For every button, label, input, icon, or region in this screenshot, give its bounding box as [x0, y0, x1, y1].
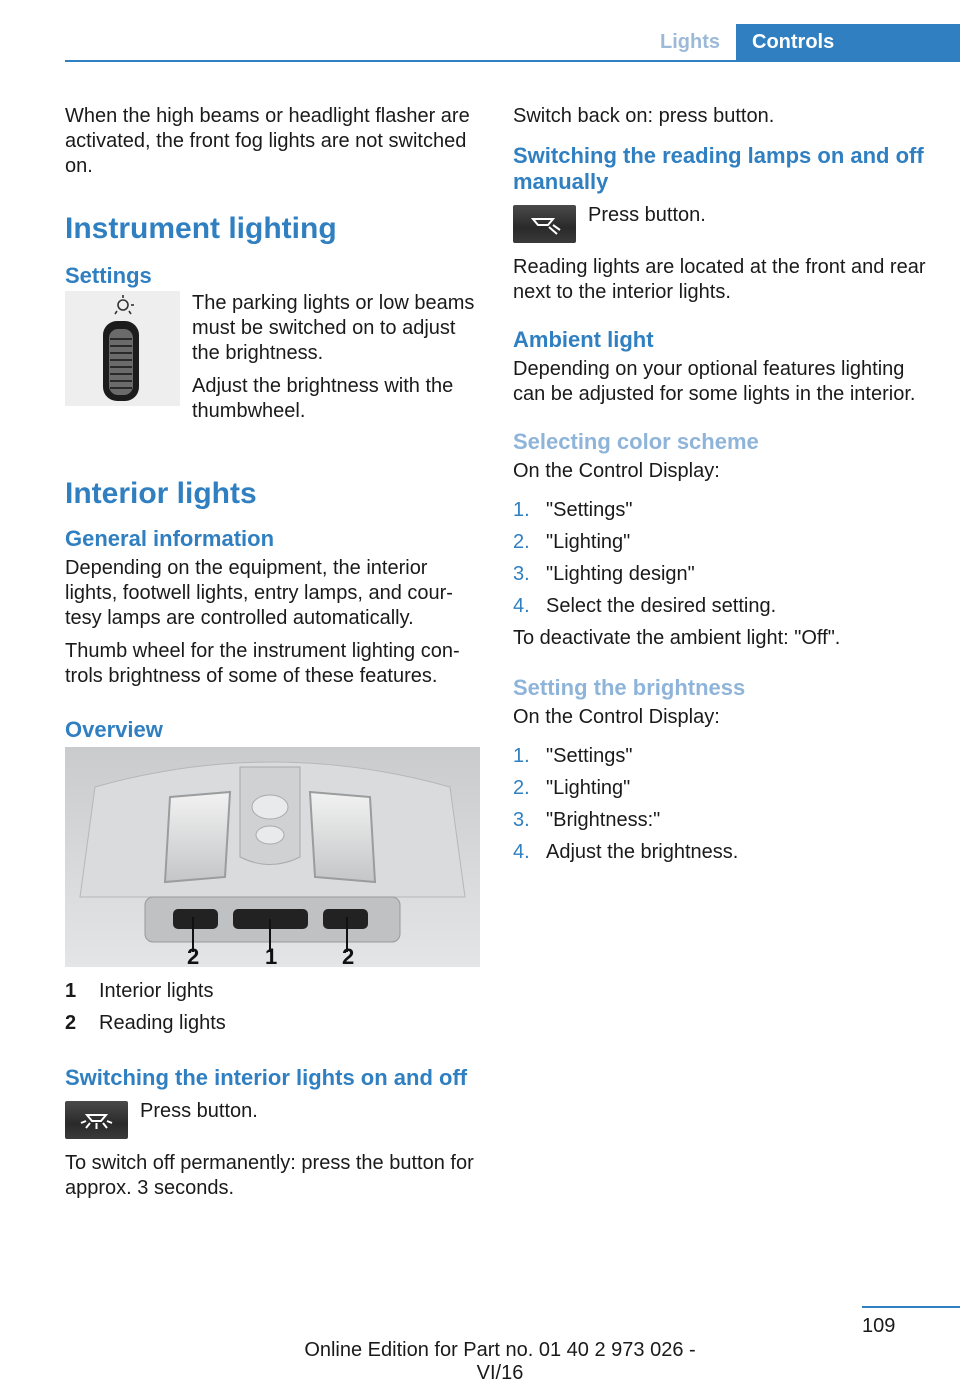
legend-item [65, 979, 480, 1004]
overhead-console-illustration [65, 747, 480, 967]
photo-label-reading-left: 2 [187, 944, 200, 967]
photo-label-interior: 1 [265, 944, 278, 967]
instrument-lighting-heading: Instrument lighting [65, 212, 337, 245]
legend-number: 1 [65, 980, 77, 1002]
left-column [65, 104, 480, 1209]
legend-item [65, 1011, 480, 1036]
header-rule [65, 60, 960, 62]
photo-label-reading-right: 2 [342, 944, 355, 967]
reading-press-button: Press button. [588, 204, 706, 226]
list-item: 2. "Lighting" [513, 531, 631, 553]
fog-lights-note: When the high beams or headlight flasher are activated, the front fog lights are not switched on. [65, 105, 470, 177]
settings-paragraph-2: Adjust the brightness with the thumbwheel. [192, 375, 454, 422]
interior-light-button-image [65, 1101, 128, 1139]
color-outro: To deactivate the ambient light: "Off". [513, 627, 841, 649]
list-item: 2. "Lighting" [513, 777, 631, 799]
list-item: 4. Adjust the brightness. [513, 841, 739, 863]
general-information-heading: General information [65, 526, 275, 551]
header-section-lights[interactable]: Lights [660, 31, 720, 53]
list-item: 4. Select the desired setting. [513, 595, 777, 617]
reading-button-block [513, 203, 938, 243]
interior-press-button: Press button. [140, 1100, 258, 1122]
reading-location: Reading lights are located at the front and rear next to the interior lights. [513, 256, 926, 303]
page-number: 109 [862, 1315, 896, 1337]
reading-light-button-image [513, 205, 576, 243]
list-item: 1. "Settings" [513, 499, 633, 521]
settings-paragraph-1: The parking lights or low beams must be switched on to adjust the brightness. [192, 292, 475, 364]
edition-note: Online Edition for Part no. 01 40 2 973 026 - VI/16 [304, 1339, 696, 1384]
legend-text: Reading lights [99, 1012, 226, 1034]
overview-heading: Overview [65, 717, 163, 742]
settings-heading: Settings [65, 263, 152, 288]
thumbwheel-image [65, 291, 180, 406]
interior-lights-photo [65, 747, 480, 967]
dome-light-icon [65, 1101, 128, 1139]
footer-rule [862, 1306, 960, 1308]
color-steps-list [513, 498, 938, 619]
interior-lights-heading: Interior lights [65, 477, 257, 510]
ambient-light-heading: Ambient light [513, 327, 654, 352]
brightness-heading: Setting the brightness [513, 675, 746, 700]
header-chapter-controls[interactable]: Controls [736, 24, 960, 60]
list-item: 1. "Settings" [513, 745, 633, 767]
color-scheme-heading: Selecting color scheme [513, 429, 759, 454]
color-intro: On the Control Display: [513, 460, 720, 482]
legend-text: Interior lights [99, 980, 214, 1002]
switch-back-on: Switch back on: press button. [513, 105, 775, 127]
settings-block [65, 291, 480, 432]
switching-interior-heading: Switching the interior lights on and off [65, 1065, 468, 1090]
right-column [513, 104, 938, 872]
list-item: 3. "Lighting design" [513, 563, 695, 585]
interior-button-block [65, 1099, 480, 1139]
reading-light-icon [513, 205, 576, 243]
reading-lamps-heading: Switching the reading lamps on and off manually [513, 143, 924, 194]
interior-off-permanently: To switch off permanently: press the button for approx. 3 seconds. [65, 1152, 474, 1199]
list-item: 3. "Brightness:" [513, 809, 661, 831]
ambient-paragraph: Depending on your optional features lighting can be adjusted for some lights in the interior. [513, 358, 916, 405]
general-paragraph-1: Depending on the equipment, the interior lights, footwell lights, entry lamps, and courtesy lamps are controlled automatically. [65, 557, 453, 629]
general-paragraph-2: Thumb wheel for the instrument lighting controls brightness of some of these features. [65, 640, 460, 687]
thumbwheel-icon [65, 291, 180, 406]
brightness-steps-list [513, 744, 938, 865]
legend-number: 2 [65, 1012, 77, 1034]
brightness-intro: On the Control Display: [513, 706, 720, 728]
